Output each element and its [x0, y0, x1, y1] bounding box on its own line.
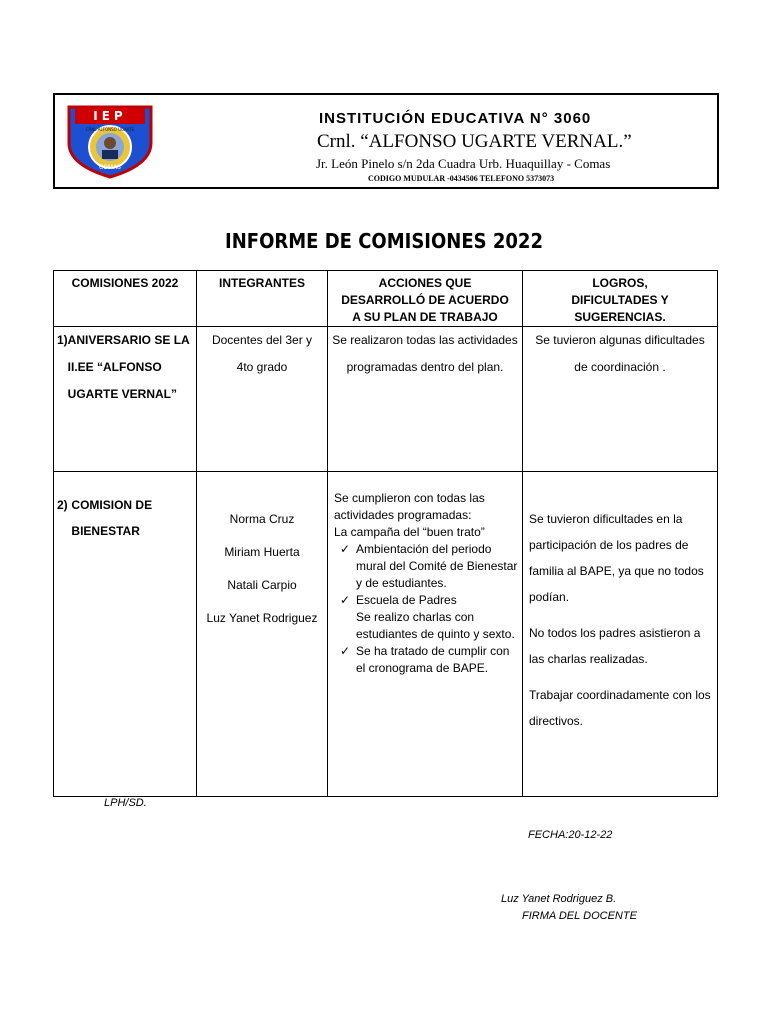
initials: LPH/SD. [104, 797, 147, 809]
row2-results-cell [523, 472, 718, 797]
header-actions-label: ACCIONES QUE DESARROLLÓ DE ACUERDO A SU PLAN DE TRABAJO [341, 276, 509, 324]
row2-members-cell [197, 472, 328, 797]
row2-actions-cell [328, 472, 523, 797]
checkmark-icon: ✓ [340, 593, 351, 607]
logo-ring-text: CRNL ALFONSO UGARTE [85, 127, 135, 132]
document-title: INFORME DE COMISIONES 2022 [225, 229, 543, 253]
row1-number: 1) [57, 333, 68, 347]
school-shield-logo [61, 103, 159, 179]
header-results-label: LOGROS, DIFICULTADES Y SUGERENCIAS. [571, 276, 669, 324]
header-members: INTEGRANTES [197, 271, 328, 327]
row1-members-cell [197, 327, 328, 472]
row1-results: Se tuvieron algunas dificultades de coordinación . [535, 333, 705, 374]
action-item-text: Se ha tratado de cumplir con el cronograma de BAPE. [356, 644, 510, 675]
result-paragraph: No todos los padres asistieron a las charlas realizadas. [529, 626, 701, 666]
date: FECHA:20-12-22 [528, 829, 613, 841]
header-commissions: COMISIONES 2022 [54, 271, 197, 327]
member-name: Luz Yanet Rodriguez [206, 611, 318, 625]
logo-text: IEP [93, 109, 127, 123]
institution-name: INSTITUCIÓN EDUCATIVA N° 3060 [319, 110, 592, 127]
institution-codes: CODIGO MUDULAR -0434506 TELEFONO 5373073 [368, 174, 555, 183]
row2-members [197, 472, 327, 625]
member-name: Miriam Huerta [224, 545, 300, 559]
institution-address: Jr. León Pinelo s/n 2da Cuadra Urb. Huaquillay - Comas [316, 156, 611, 171]
action-item-text: Ambientación del periodo mural del Comité de Bienestar y de estudiantes. [356, 542, 518, 590]
row2-actions-sub: La campaña del “buen trato” [334, 525, 485, 539]
action-note-text: Se realizo charlas con estudiantes de quinto y sexto. [356, 610, 515, 641]
member-name: Natali Carpio [227, 578, 297, 592]
row1-actions: Se realizaron todas las actividades programadas dentro del plan. [332, 333, 518, 374]
list-item [334, 643, 522, 677]
row2-actions-intro: Se cumplieron con todas las actividades programadas: [334, 491, 485, 522]
result-paragraph: Se tuvieron dificultades en la participación de los padres de familia al BAPE, ya que no todos podían. [529, 512, 704, 604]
table-row [54, 327, 718, 472]
row2-results [523, 472, 717, 734]
row2-number: 2) [57, 498, 68, 512]
checkmark-icon: ✓ [340, 644, 351, 658]
row1-commission-cell [54, 327, 197, 472]
header-results [523, 271, 718, 327]
list-item [334, 592, 522, 643]
commissions-table [53, 270, 718, 797]
institution-subtitle: Crnl. “ALFONSO UGARTE VERNAL.” [317, 131, 632, 152]
row2-commission-cell [54, 472, 197, 797]
signer-name: Luz Yanet Rodriguez B. [501, 893, 617, 905]
checkmark-icon: ✓ [340, 542, 351, 556]
row1-actions-cell [328, 327, 523, 472]
row2-actions-list [328, 541, 522, 677]
action-item-text: Escuela de Padres [356, 593, 457, 607]
list-item [334, 541, 522, 592]
institution-header [53, 93, 719, 189]
row2-commission: COMISION DE BIENESTAR [71, 498, 153, 538]
header-actions [328, 271, 523, 327]
row1-members: Docentes del 3er y 4to grado [211, 333, 313, 374]
result-paragraph: Trabajar coordinadamente con los directivos. [529, 688, 711, 728]
table-row [54, 472, 718, 797]
logo-bottom-text: COMAS [98, 164, 122, 171]
table-header-row [54, 271, 718, 327]
row1-results-cell [523, 327, 718, 472]
member-name: Norma Cruz [229, 512, 295, 526]
row1-commission: ANIVERSARIO SE LA II.EE “ALFONSO UGARTE VERNAL” [67, 333, 190, 401]
signature-label: FIRMA DEL DOCENTE [522, 910, 637, 922]
